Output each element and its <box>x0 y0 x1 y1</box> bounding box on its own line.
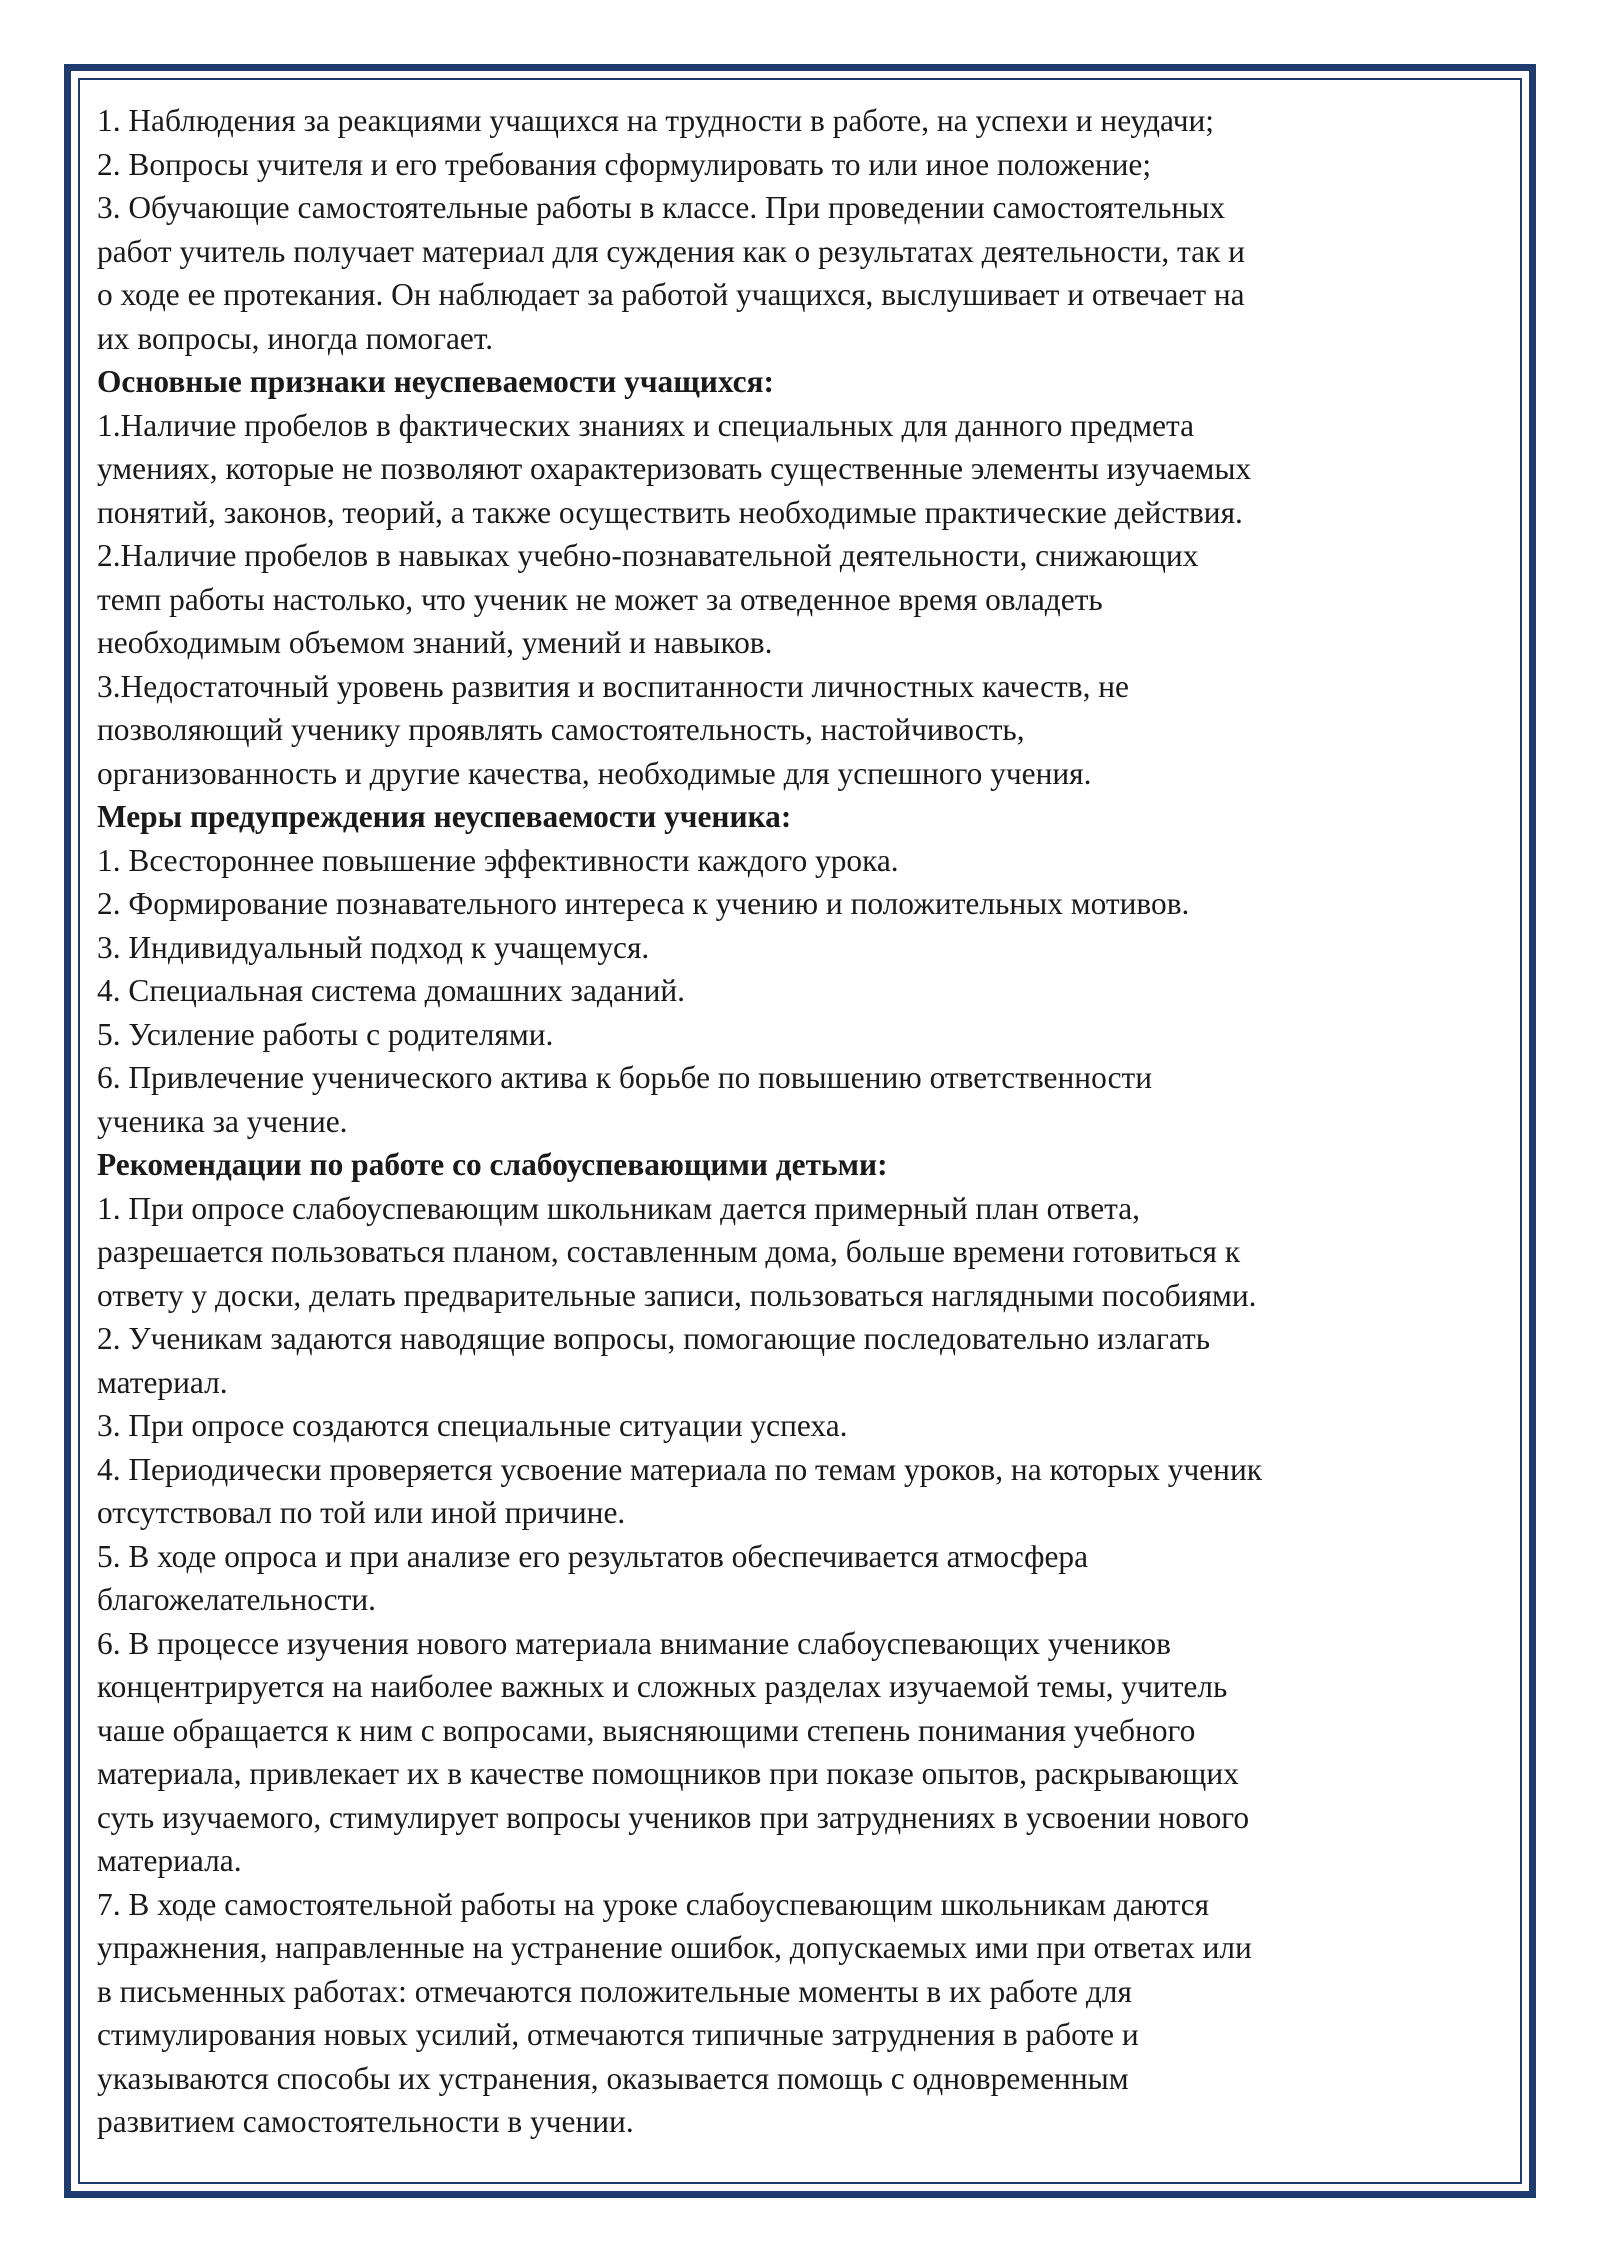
text-line: 1. Всестороннее повышение эффективности каждого урока. <box>97 842 899 878</box>
text-line: 1. При опросе слабоуспевающим школьникам дается примерный план ответа, <box>97 1190 1141 1226</box>
text-line: 5. В ходе опроса и при анализе его результатов обеспечивается атмосфера <box>97 1538 1089 1574</box>
text-line: 3. При опросе создаются специальные ситуации успеха. <box>97 1408 848 1443</box>
text-line: необходимым объемом знаний, умений и навыков. <box>97 625 773 660</box>
text-line: указываются способы их устранения, оказывается помощь с одновременным <box>97 2060 1129 2096</box>
text-line: разрешается пользоваться планом, составленным дома, больше времени готовиться к <box>97 1234 1241 1269</box>
text-line: организованность и другие качества, необходимые для успешного учения. <box>97 755 1092 791</box>
text-line: 6. Привлечение ученического актива к борьбе по повышению ответственности <box>97 1060 1153 1095</box>
text-line: ученика за учение. <box>97 1103 348 1139</box>
text-line: 3.Недостаточный уровень развития и воспитанности личностных качеств, не <box>97 668 1129 704</box>
text-line: позволяющий ученику проявлять самостоятельность, настойчивость, <box>97 712 1025 747</box>
text-line: развитием самостоятельности в учении. <box>97 2104 634 2139</box>
text-line: суть изучаемого, стимулирует вопросы учеников при затруднениях в усвоении нового <box>97 1799 1250 1835</box>
text-line: темп работы настолько, что ученик не может за отведенное время овладеть <box>97 581 1103 617</box>
text-line: 3. Обучающие самостоятельные работы в классе. При проведении самостоятельных <box>97 190 1226 225</box>
text-line: ответу у доски, делать предварительные записи, пользоваться наглядными пособиями. <box>97 1277 1257 1313</box>
text-line: их вопросы, иногда помогает. <box>97 320 494 356</box>
text-line: 2. Ученикам задаются наводящие вопросы, помогающие последовательно излагать <box>97 1321 1211 1356</box>
text-line: 2. Вопросы учителя и его требования сформулировать то или иное положение; <box>97 146 1152 182</box>
document-body <box>97 99 1517 2144</box>
text-line: понятий, законов, теорий, а также осуществить необходимые практические действия. <box>97 494 1243 530</box>
text-line: 7. В ходе самостоятельной работы на уроке слабоуспевающим школьникам даются <box>97 1886 1210 1922</box>
text-line: умениях, которые не позволяют охарактеризовать существенные элементы изучаемых <box>97 451 1252 486</box>
text-line: материала. <box>97 1843 242 1878</box>
text-line: о ходе ее протекания. Он наблюдает за работой учащихся, выслушивает и отвечает на <box>97 277 1245 312</box>
text-line: 6. В процессе изучения нового материала внимание слабоуспевающих учеников <box>97 1625 1171 1661</box>
text-line: 4. Специальная система домашних заданий. <box>97 973 686 1008</box>
text-line: 4. Периодически проверяется усвоение материала по темам уроков, на которых ученик <box>97 1451 1263 1487</box>
text-line: упражнения, направленные на устранение ошибок, допускаемых ими при ответах или <box>97 1930 1252 1965</box>
text-line: 3. Индивидуальный подход к учащемуся. <box>97 929 650 965</box>
text-line: благожелательности. <box>97 1582 376 1617</box>
section-heading: Меры предупреждения неуспеваемости ученика: <box>97 799 792 834</box>
text-line: материала, привлекает их в качестве помощников при показе опытов, раскрывающих <box>97 1756 1239 1791</box>
text-line: 1.Наличие пробелов в фактических знаниях и специальных для данного предмета <box>97 407 1195 443</box>
text-line: материал. <box>97 1364 228 1400</box>
text-line: 2.Наличие пробелов в навыках учебно-познавательной деятельности, снижающих <box>97 538 1199 573</box>
text-line: отсутствовал по той или иной причине. <box>97 1495 626 1530</box>
text-line: чаше обращается к ним с вопросами, выясняющими степень понимания учебного <box>97 1712 1196 1748</box>
text-line: стимулирования новых усилий, отмечаются типичные затруднения в работе и <box>97 2017 1139 2052</box>
section-heading: Основные признаки неуспеваемости учащихся: <box>97 364 774 399</box>
text-line: в письменных работах: отмечаются положительные моменты в их работе для <box>97 1973 1132 2009</box>
text-line: 5. Усиление работы с родителями. <box>97 1016 554 1052</box>
section-heading: Рекомендации по работе со слабоуспевающими детьми: <box>97 1147 888 1182</box>
text-line: концентрируется на наиболее важных и сложных разделах изучаемой темы, учитель <box>97 1669 1228 1704</box>
text-line: работ учитель получает материал для суждения как о результатах деятельности, так и <box>97 233 1245 269</box>
text-line: 2. Формирование познавательного интереса к учению и положительных мотивов. <box>97 886 1190 921</box>
text-line: 1. Наблюдения за реакциями учащихся на трудности в работе, на успехи и неудачи; <box>97 103 1215 138</box>
